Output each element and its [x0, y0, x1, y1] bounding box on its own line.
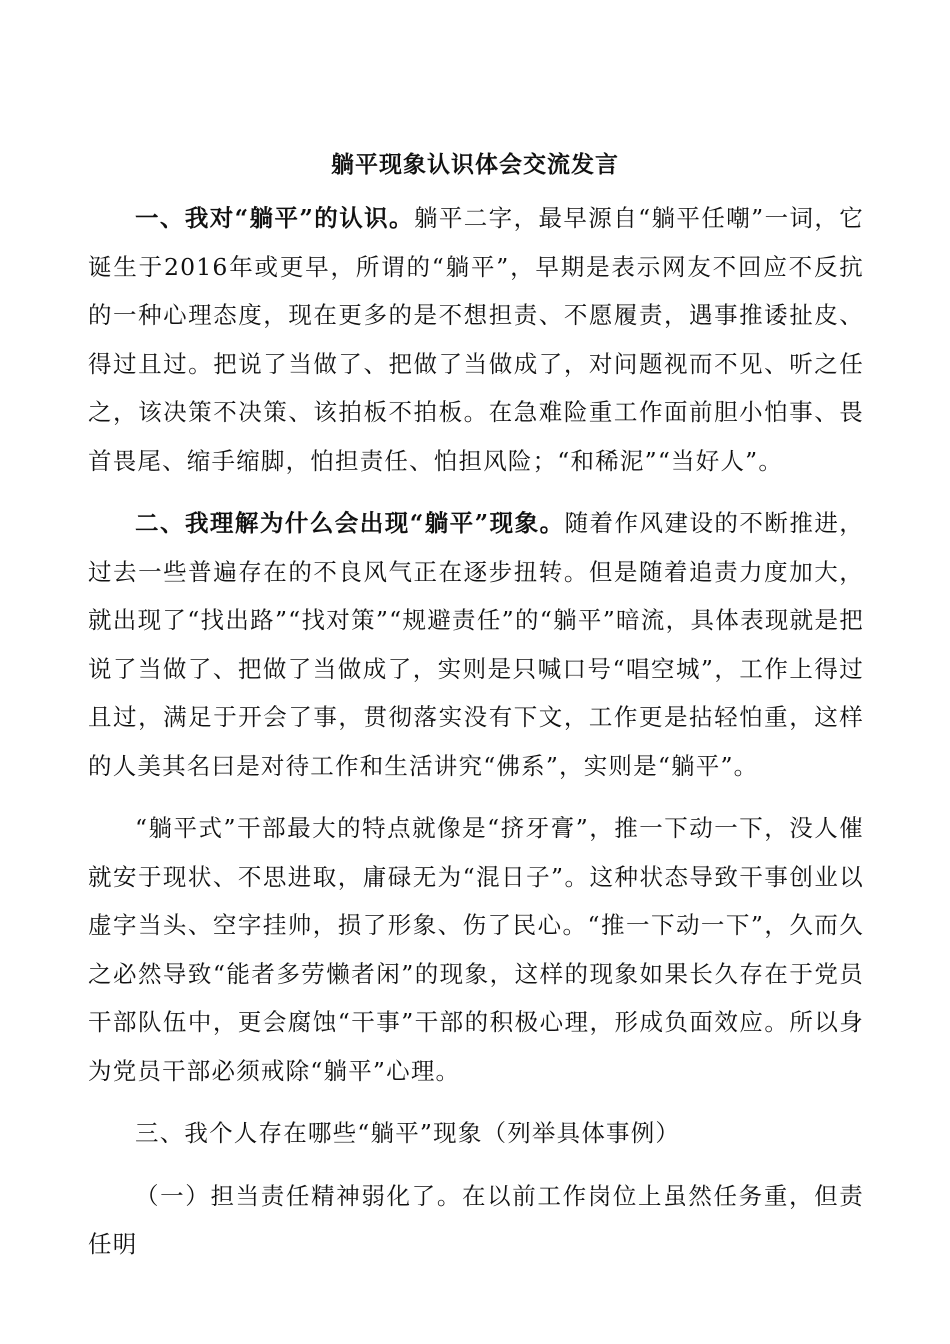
paragraph-2-text: 随着作风建设的不断推进，过去一些普遍存在的不良风气正在逐步扭转。但是随着追责力度加大，就出现了“找出路”“找对策”“规避责任”的“躺平”暗流，具体表现就是把说了当做了、把做了当做成了，实则是只喊口号“唱空城”，工作上得过且过，满足于开会了事，贯彻落实没有下文，工作更是拈轻怕重，这样的人美其名曰是对待工作和生活讲究“佛系”，实则是“躺平”。 [88, 509, 864, 780]
paragraph-1-text: 躺平二字，最早源自“躺平任嘲”一词，它诞生于2016年或更早，所谓的“躺平”，早期是表示网友不回应不反抗的一种心理态度，现在更多的是不想担责、不愿履责，遇事推诿扯皮、得过且过。把说了当做了、把做了当做成了，对问题视而不见、听之任之，该决策不决策、该拍板不拍板。在急难险重工作面前胆小怕事、畏首畏尾、缩手缩脚，怕担责任、怕担风险；“和稀泥”“当好人”。 [88, 204, 865, 475]
paragraph-5-text: （一）担当责任精神弱化了。在以前工作岗位上虽然任务重，但责任明 [88, 1181, 864, 1258]
paragraph-3-text: “躺平式”干部最大的特点就像是“挤牙膏”，推一下动一下，没人催就安于现状、不思进取，庸碌无为“混日子”。这种状态导致干事创业以虚字当头、空字挂帅，损了形象、伤了民心。“推一下动一下”，久而久之必然导致“能者多劳懒者闲”的现象，这样的现象如果长久存在于党员干部队伍中，更会腐蚀“干事”干部的积极心理，形成负面效应。所以身为党员干部必须戒除“躺平”心理。 [88, 814, 864, 1085]
section-3-heading: 三、我个人存在哪些“躺平”现象（列举具体事例） [135, 1119, 681, 1147]
paragraph-1-heading: 一、我对“躺平”的认识。 [135, 204, 414, 232]
page-title: 躺平现象认识体会交流发言 [331, 151, 619, 178]
paragraph-4 [88, 1109, 864, 1158]
document-body [88, 194, 864, 1269]
paragraph-3 [88, 804, 864, 1095]
paragraph-2 [88, 499, 864, 790]
paragraph-1 [88, 194, 864, 485]
paragraph-2-heading: 二、我理解为什么会出现“躺平”现象。 [135, 509, 565, 537]
paragraph-5 [88, 1172, 864, 1269]
